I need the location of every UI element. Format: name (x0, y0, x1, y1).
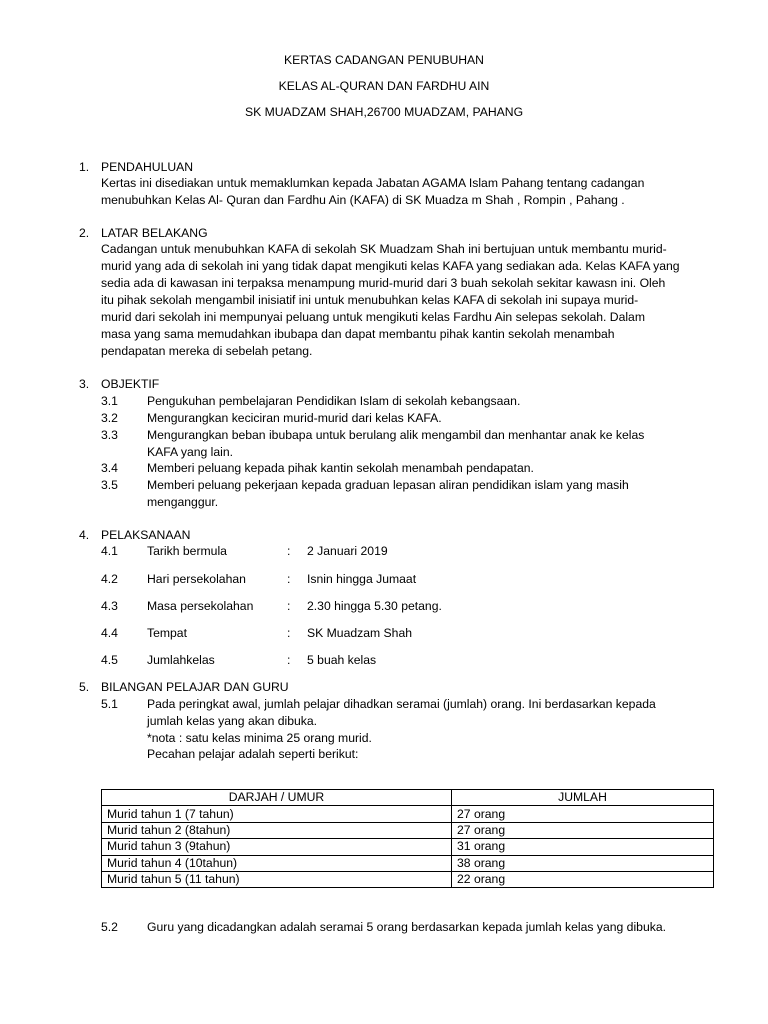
paragraph-line: Guru yang dicadangkan adalah seramai 5 orang berdasarkan kepada jumlah kelas yang dibuka. (147, 920, 666, 934)
objective-text: Pengukuhan pembelajaran Pendidikan Islam di sekolah kebangsaan. (147, 394, 521, 408)
section-1-number: 1. (79, 160, 90, 174)
table-cell: 38 orang (452, 855, 714, 871)
implementation-value: 5 buah kelas (307, 653, 377, 667)
table-row (102, 871, 714, 887)
student-breakdown-table (101, 789, 714, 888)
implementation-number: 4.2 (101, 572, 118, 586)
implementation-value: SK Muadzam Shah (307, 626, 413, 640)
table-row (102, 839, 714, 855)
table-cell: Murid tahun 1 (7 tahun) (102, 806, 452, 822)
objective-text: Mengurangkan keciciran murid-murid dari kelas KAFA. (147, 411, 442, 425)
objective-number: 3.3 (101, 428, 118, 442)
implementation-value: Isnin hingga Jumaat (307, 572, 417, 586)
table-cell: 27 orang (452, 806, 714, 822)
objective-number: 3.5 (101, 478, 118, 492)
section-1-line: menubuhkan Kelas Al- Quran dan Fardhu Ain (KAFA) di SK Muadza m Shah , Rompin , Pahang . (101, 193, 625, 207)
table-cell: 27 orang (452, 822, 714, 838)
doc-title-line-3: SK MUADZAM SHAH,26700 MUADZAM, PAHANG (244, 105, 524, 119)
table-cell: 31 orang (452, 839, 714, 855)
table-cell: Murid tahun 3 (9tahun) (102, 839, 452, 855)
table-cell: Murid tahun 4 (10tahun) (102, 855, 452, 871)
objective-text: KAFA yang lain. (147, 445, 234, 459)
section-4-number: 4. (79, 528, 90, 542)
section-2-number: 2. (79, 226, 90, 240)
doc-title-line-2: KELAS AL-QURAN DAN FARDHU AIN (278, 79, 490, 93)
table-header-cell: DARJAH / UMUR (102, 790, 452, 806)
table-header-cell: JUMLAH (452, 790, 714, 806)
paragraph-line: jumlah kelas yang akan dibuka. (147, 714, 318, 728)
paragraph-number: 5.2 (101, 920, 118, 934)
section-1-line: Kertas ini disediakan untuk memaklumkan kepada Jabatan AGAMA Islam Pahang tentang cadangan (101, 176, 645, 190)
objective-text: Memberi peluang kepada pihak kantin sekolah menambah pendapatan. (147, 461, 534, 475)
implementation-label: Tempat (147, 626, 187, 640)
implementation-label: Jumlahkelas (147, 653, 215, 667)
table-row (102, 822, 714, 838)
paragraph-number: 5.1 (101, 697, 118, 711)
implementation-value: 2 Januari 2019 (307, 544, 388, 558)
paragraph-line: *nota : satu kelas minima 25 orang murid. (147, 731, 372, 745)
section-3-number: 3. (79, 377, 90, 391)
implementation-colon: : (287, 626, 291, 640)
objective-text: menganggur. (147, 495, 219, 509)
implementation-label: Hari persekolahan (147, 572, 246, 586)
table-cell: Murid tahun 2 (8tahun) (102, 822, 452, 838)
section-5-number: 5. (79, 680, 90, 694)
section-2-line: masa yang sama memudahkan ibubapa dan dapat membantu pihak kantin sekolah menambah (101, 327, 615, 341)
section-2-line: sedia ada di kawasan ini terpaksa menampung murid-murid dari 3 buah sekolah sekitar kawasn ini. Oleh (101, 276, 666, 290)
section-2-line: murid dari sekolah ini mempunyai peluang untuk mengikuti kelas Fardhu Ain selepas sekolah. Dalam (101, 310, 645, 324)
table-header-row (102, 790, 714, 806)
section-1-heading: PENDAHULUAN (101, 160, 194, 174)
table-row (102, 855, 714, 871)
implementation-colon: : (287, 572, 291, 586)
implementation-colon: : (287, 544, 291, 558)
implementation-label: Masa persekolahan (147, 599, 254, 613)
doc-title-line-1: KERTAS CADANGAN PENUBUHAN (283, 53, 484, 67)
paragraph-line: Pada peringkat awal, jumlah pelajar dihadkan seramai (jumlah) orang. Ini berdasarkan kepada (147, 697, 656, 711)
objective-text: Memberi peluang pekerjaan kepada graduan lepasan aliran pendidikan islam yang masih (147, 478, 629, 492)
section-2-line: Cadangan untuk menubuhkan KAFA di sekolah SK Muadzam Shah ini bertujuan untuk membantu murid- (101, 242, 667, 256)
implementation-number: 4.3 (101, 599, 118, 613)
table-row (102, 806, 714, 822)
section-5-heading: BILANGAN PELAJAR DAN GURU (101, 680, 289, 694)
table-cell: Murid tahun 5 (11 tahun) (102, 871, 452, 887)
objective-number: 3.4 (101, 461, 118, 475)
objective-number: 3.2 (101, 411, 118, 425)
paragraph-line: Pecahan pelajar adalah seperti berikut: (147, 747, 359, 761)
objective-number: 3.1 (101, 394, 118, 408)
section-3-heading: OBJEKTIF (101, 377, 160, 391)
section-2-line: murid yang ada di sekolah ini yang tidak dapat mengikuti kelas KAFA yang sediakan ada. Kelas KAFA yang (101, 259, 680, 273)
implementation-number: 4.5 (101, 653, 118, 667)
table-cell: 22 orang (452, 871, 714, 887)
section-4-heading: PELAKSANAAN (101, 528, 191, 542)
implementation-colon: : (287, 653, 291, 667)
implementation-number: 4.4 (101, 626, 118, 640)
implementation-value: 2.30 hingga 5.30 petang. (307, 599, 442, 613)
section-2-heading: LATAR BELAKANG (101, 226, 208, 240)
implementation-colon: : (287, 599, 291, 613)
section-2-line: pendapatan mereka di sebelah petang. (101, 344, 313, 358)
implementation-number: 4.1 (101, 544, 118, 558)
objective-text: Mengurangkan beban ibubapa untuk berulang alik mengambil dan menhantar anak ke kelas (147, 428, 645, 442)
section-2-line: itu pihak sekolah mengambil inisiatif ini untuk menubuhkan kelas KAFA di sekolah ini supaya murid- (101, 293, 639, 307)
implementation-label: Tarikh bermula (147, 544, 227, 558)
